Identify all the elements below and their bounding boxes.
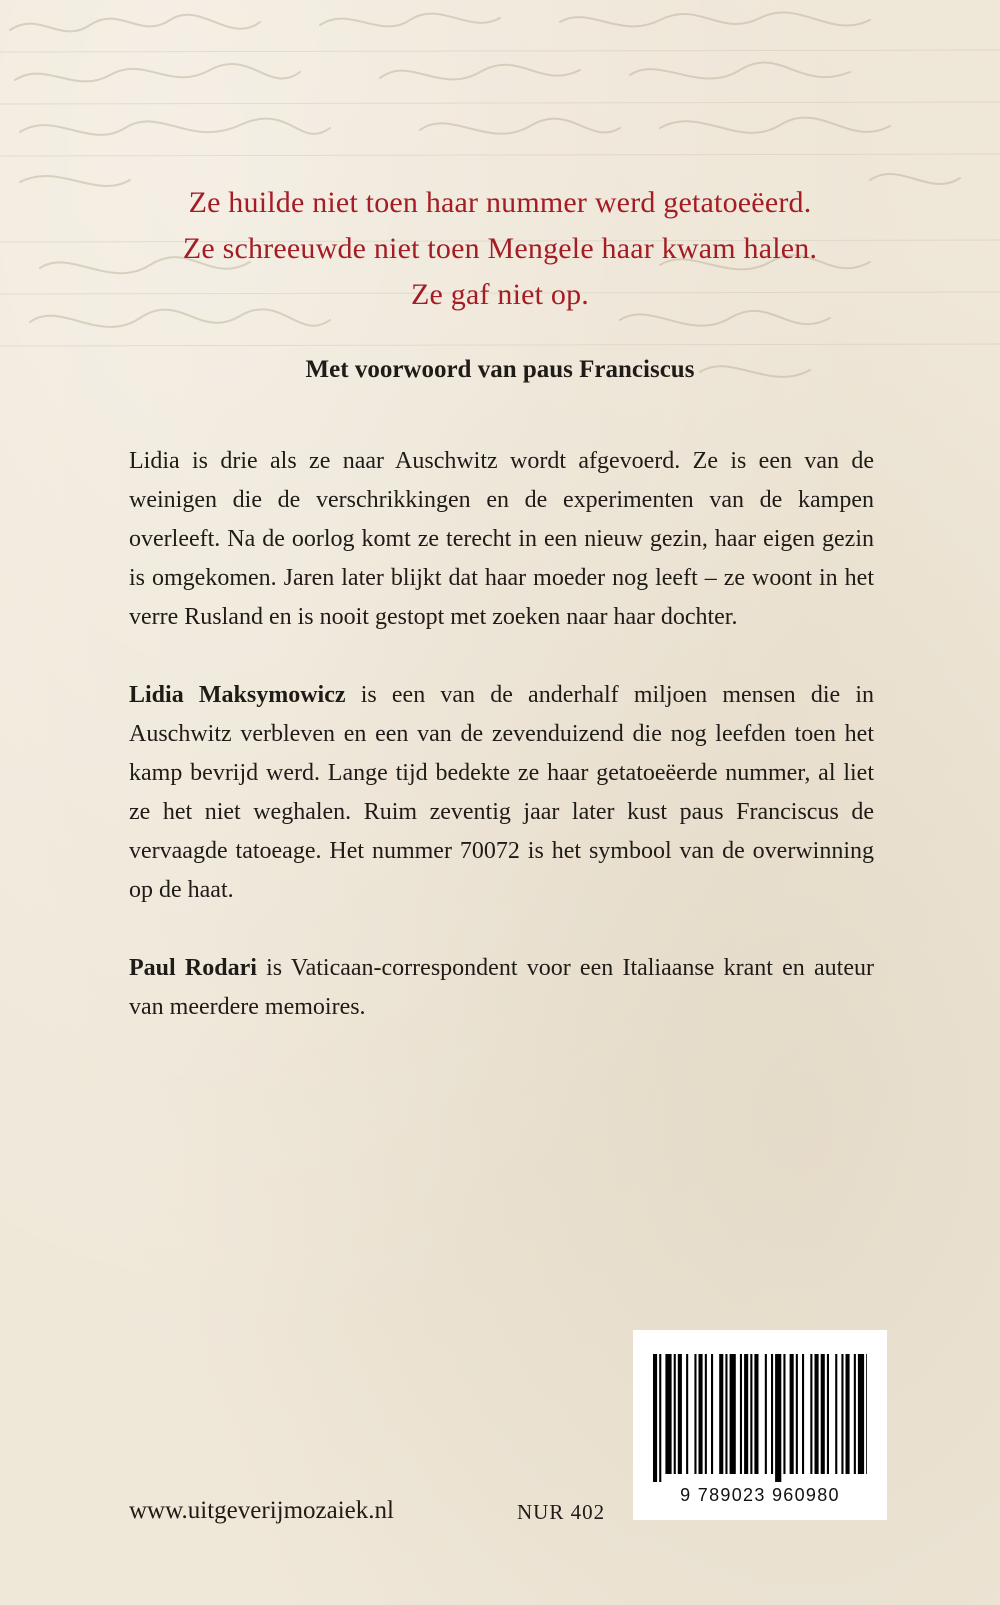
tagline-line-3: Ze gaf niet op. [411, 278, 589, 311]
author-name: Lidia Maksymowicz [129, 682, 346, 708]
foreword-note: Met voorwoord van paus Franciscus [305, 356, 695, 383]
blurb-paragraph-2 [129, 676, 874, 910]
coauthor-name: Paul Rodari [129, 955, 257, 981]
blurb-paragraph-1: Lidia is drie als ze naar Auschwitz wordt afgevoerd. Ze is een van de weinigen die de verschrikkingen en de experimenten van de kampen overleeft. Na de oorlog komt ze terecht in een nieuw gezin, haar eigen gezin is omgekomen. Jaren later blijkt dat haar moeder nog leeft – ze woont in het verre Rusland en is nooit gestopt met zoeken naar haar dochter. [129, 448, 874, 630]
barcode-icon [653, 1354, 867, 1482]
blurb-paragraph-3 [129, 949, 874, 1027]
blurb [129, 442, 874, 1066]
publisher-website: www.uitgeverijmozaiek.nl [129, 1497, 394, 1524]
nur-code: NUR 402 [517, 1500, 606, 1524]
coauthor-bio: is Vaticaan-correspondent voor een Italiaanse krant en auteur van meerdere memoires. [129, 955, 874, 1020]
author-bio: is een van de anderhalf miljoen mensen die in Auschwitz verbleven en een van de zevenduizend die nog leefden toen het kamp bevrijd werd. Lange tijd bedekte ze haar getatoeëerde nummer, al liet ze het niet weghalen. Ruim zeventig jaar later kust paus Franciscus de vervaagde tatoeage. Het nummer 70072 is het symbool van de overwinning op de haat. [129, 682, 874, 903]
isbn-number: 9 789023 960980 [680, 1485, 840, 1505]
tagline [60, 180, 940, 318]
barcode-box [633, 1330, 887, 1520]
tagline-line-1: Ze huilde niet toen haar nummer werd getatoeëerd. [188, 186, 812, 219]
tagline-line-2: Ze schreeuwde niet toen Mengele haar kwam halen. [182, 232, 818, 265]
